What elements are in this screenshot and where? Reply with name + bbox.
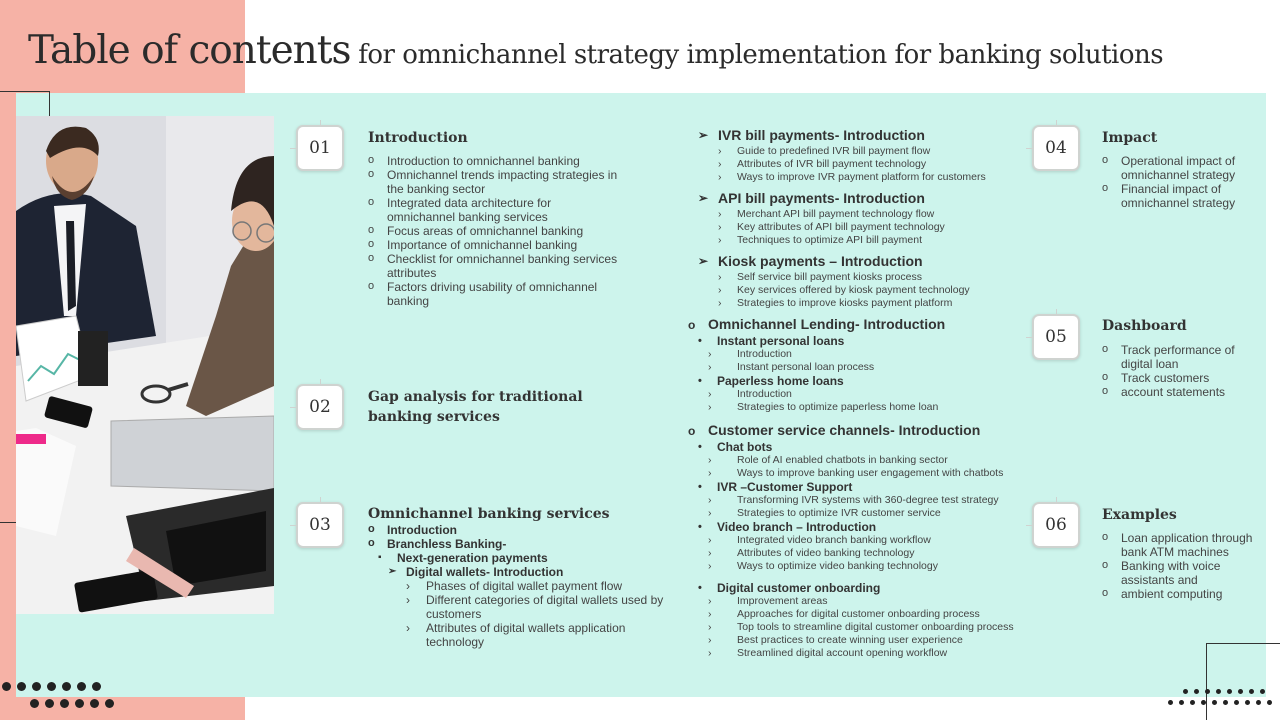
home-loans-heading: • Paperless home loans	[688, 374, 1028, 388]
list-item: › Attributes of video banking technology	[688, 547, 1033, 560]
list-item: ▪ Next-generation payments	[368, 551, 678, 565]
decor-dots-row-4	[1168, 700, 1272, 705]
section-title-dashboard: Dashboard	[1102, 318, 1187, 334]
list-item: › Transforming IVR systems with 360-degree test strategy	[688, 494, 1033, 507]
decor-dots-row-1	[2, 682, 101, 691]
list-item: › Streamlined digital account opening workflow	[688, 647, 1033, 660]
chatbots-heading: • Chat bots	[688, 440, 1033, 454]
section-number-03: 03	[296, 502, 344, 548]
section-title-examples: Examples	[1102, 507, 1177, 523]
list-item: › Attributes of digital wallets application technology	[368, 621, 678, 649]
decor-dots-row-2	[30, 699, 114, 708]
list-item: › Top tools to streamline digital customer onboarding process	[688, 621, 1033, 634]
section-title-omnichannel-services: Omnichannel banking services	[368, 506, 610, 522]
examples-list	[1102, 531, 1262, 601]
section-title-gap-analysis	[368, 387, 583, 427]
list-item: › Techniques to optimize API bill payment	[698, 234, 1028, 247]
list-item: o Factors driving usability of omnichannel banking	[368, 280, 618, 308]
list-item: o Introduction	[368, 523, 678, 537]
bill-payments-list	[698, 126, 1028, 310]
list-item: › Best practices to create winning user experience	[688, 634, 1033, 647]
introduction-list	[368, 154, 618, 308]
list-item: › Different categories of digital wallets used by customers	[368, 593, 678, 621]
list-item: › Ways to improve IVR payment platform for customers	[698, 171, 1028, 184]
list-item: › Guide to predefined IVR bill payment flow	[698, 145, 1028, 158]
list-item: o Importance of omnichannel banking	[368, 238, 618, 252]
list-item: › Introduction	[688, 348, 1028, 361]
list-item: o ambient computing	[1102, 587, 1262, 601]
list-item: › Ways to optimize video banking technology	[688, 560, 1033, 573]
list-item: o Branchless Banking-	[368, 537, 678, 551]
service-heading: o Customer service channels- Introduction	[688, 421, 1033, 440]
title-rest: for omnichannel strategy implementation for banking solutions	[350, 40, 1164, 70]
list-item: › Instant personal loan process	[688, 361, 1028, 374]
title-line: banking services	[368, 409, 500, 425]
list-item: o Checklist for omnichannel banking services attributes	[368, 252, 618, 280]
decor-dots-row-3	[1183, 689, 1265, 694]
list-item: o Track performance of digital loan	[1102, 343, 1252, 371]
list-item: › Phases of digital wallet payment flow	[368, 579, 678, 593]
video-branch-heading: • Video branch – Introduction	[688, 520, 1033, 534]
list-item: › Integrated video branch banking workflow	[688, 534, 1033, 547]
section-number-01: 01	[296, 125, 344, 171]
list-item: › Strategies to optimize paperless home loan	[688, 401, 1028, 414]
ivr-support-heading: • IVR –Customer Support	[688, 480, 1033, 494]
list-item: o Loan application through bank ATM machines	[1102, 531, 1262, 559]
lending-list	[688, 315, 1028, 414]
meeting-photo	[16, 116, 274, 614]
onboarding-heading: • Digital customer onboarding	[688, 581, 1033, 595]
list-item: ➢ Digital wallets- Introduction	[368, 565, 678, 579]
title-main: Table of contents	[28, 28, 351, 73]
list-item: o Track customers	[1102, 371, 1252, 385]
section-number-05: 05	[1032, 314, 1080, 360]
impact-list	[1102, 154, 1252, 210]
list-item: o account statements	[1102, 385, 1252, 399]
list-item: › Improvement areas	[688, 595, 1033, 608]
list-item: › Attributes of IVR bill payment technology	[698, 158, 1028, 171]
list-item: › Ways to improve banking user engagement with chatbots	[688, 467, 1033, 480]
title-line: Gap analysis for traditional	[368, 389, 583, 405]
kiosk-heading: ➢ Kiosk payments – Introduction	[698, 252, 1028, 271]
list-item: o Operational impact of omnichannel strategy	[1102, 154, 1252, 182]
customer-service-list	[688, 421, 1033, 660]
list-item: › Key services offered by kiosk payment technology	[698, 284, 1028, 297]
section-title-impact: Impact	[1102, 130, 1158, 146]
list-item: › Approaches for digital customer onboarding process	[688, 608, 1033, 621]
list-item: › Strategies to optimize IVR customer service	[688, 507, 1033, 520]
list-item: › Role of AI enabled chatbots in banking sector	[688, 454, 1033, 467]
list-item: o Introduction to omnichannel banking	[368, 154, 618, 168]
section-number-04: 04	[1032, 125, 1080, 171]
page-title	[28, 28, 1163, 73]
decor-outline-right	[1206, 643, 1280, 720]
section-number-02: 02	[296, 384, 344, 430]
list-item: › Self service bill payment kiosks process	[698, 271, 1028, 284]
api-heading: ➢ API bill payments- Introduction	[698, 189, 1028, 208]
ivr-heading: ➢ IVR bill payments- Introduction	[698, 126, 1028, 145]
dashboard-list	[1102, 343, 1252, 399]
section-number-06: 06	[1032, 502, 1080, 548]
list-item: o Integrated data architecture for omnichannel banking services	[368, 196, 618, 224]
list-item: o Financial impact of omnichannel strategy	[1102, 182, 1252, 210]
omnichannel-services-list	[368, 523, 678, 649]
meeting-illustration	[16, 116, 274, 614]
list-item: o Focus areas of omnichannel banking	[368, 224, 618, 238]
list-item: o Banking with voice assistants and	[1102, 559, 1262, 587]
section-title-introduction: Introduction	[368, 130, 468, 146]
list-item: › Key attributes of API bill payment technology	[698, 221, 1028, 234]
lending-heading: o Omnichannel Lending- Introduction	[688, 315, 1028, 334]
list-item: o Omnichannel trends impacting strategies in the banking sector	[368, 168, 618, 196]
list-item: › Merchant API bill payment technology flow	[698, 208, 1028, 221]
personal-loans-heading: • Instant personal loans	[688, 334, 1028, 348]
list-item: › Strategies to improve kiosks payment platform	[698, 297, 1028, 310]
list-item: › Introduction	[688, 388, 1028, 401]
